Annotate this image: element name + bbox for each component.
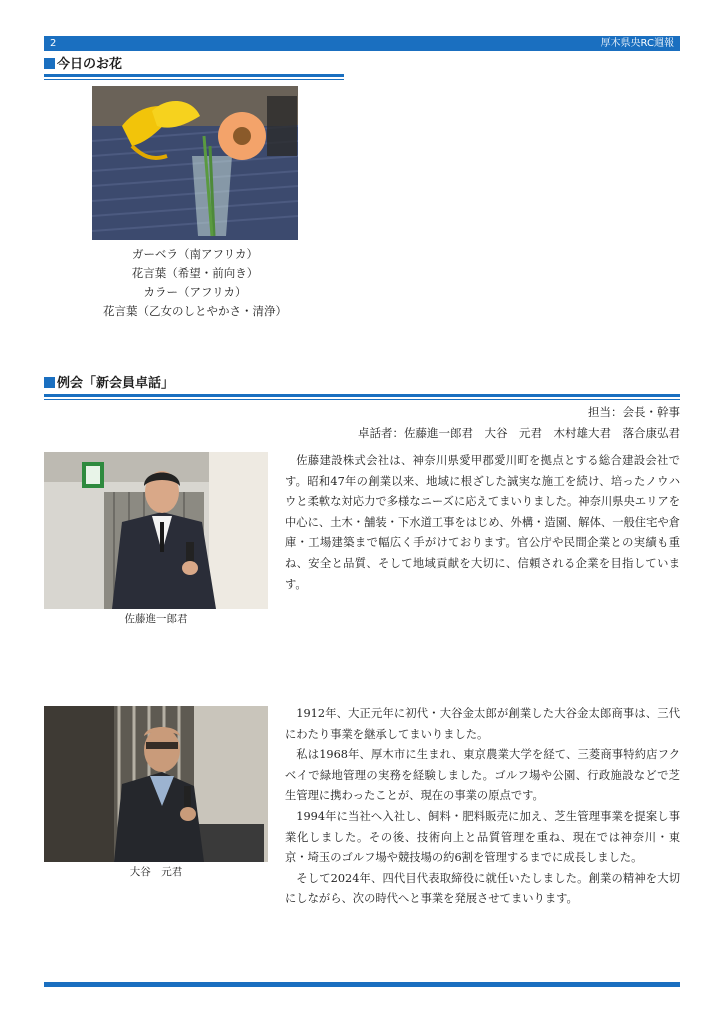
flower-photo xyxy=(92,86,298,240)
flower-caption-line: ガーベラ（南アフリカ） xyxy=(132,247,258,261)
speaker2-text-block xyxy=(285,704,680,910)
section-rule-thin xyxy=(44,399,680,400)
speaker1-text-block xyxy=(285,451,680,595)
speaker2-paragraph: そして2024年、四代目代表取締役に就任いたしました。創業の精神を大切にしながら、次の時代へと事業を発展させてまいります。 xyxy=(285,871,680,906)
speaker1-paragraph: 佐藤建設株式会社は、神奈川県愛甲郡愛川町を拠点とする総合建設会社です。昭和47年の創業以来、地域に根ざした誠実な施工を続け、培ったノウハウと柔軟な対応力で多様なニーズに応えてまいりました。神奈川県央エリアを中心に、土木・舗装・下水道工事をはじめ、外構・造園、解体、一般住宅や倉庫・工場建築まで幅広く手がけております。官公庁や民間企業との実績も重ね、安全と品質、そして地域貢献を大切に、信頼される企業を目指しています。 xyxy=(285,454,680,591)
speech-section-title xyxy=(44,376,174,392)
speaker1-photo xyxy=(44,452,268,609)
speaker2-caption: 大谷 元君 xyxy=(129,866,183,878)
flower-captions xyxy=(60,245,330,321)
speaker2-paragraph: 1912年、大正元年に初代・大谷金太郎が創業した大谷金太郎商事は、三代にわたり事業を継承してまいりました。 xyxy=(285,707,680,741)
section-rule-thin xyxy=(44,79,344,80)
flower-section-title xyxy=(44,57,122,73)
flower-caption-line: 花言葉（希望・前向き） xyxy=(131,266,259,280)
speaker1-caption: 佐藤進一郎君 xyxy=(124,613,188,625)
publication-title: 厚木県央RC週報 xyxy=(600,38,674,49)
header-bar xyxy=(44,36,680,51)
section-square-icon xyxy=(44,377,55,388)
page-number: 2 xyxy=(50,38,57,49)
flower-section-title-text: 今日のお花 xyxy=(57,57,123,72)
section-square-icon xyxy=(44,58,55,69)
speakers-list: 卓話者：佐藤進一郎君 大谷 元君 木村雄大君 落合康弘君 xyxy=(358,426,680,440)
speaker2-photo xyxy=(44,706,268,862)
section-rule xyxy=(44,394,680,397)
footer-rule xyxy=(44,982,680,987)
speaker2-paragraph: 1994年に当社へ入社し、飼料・肥料販売に加え、芝生管理事業を提案し事業化しました。その後、技術向上と品質管理を重ね、現在では神奈川・東京・埼玉のゴルフ場や競技場の約6割を管理するまでに成長しました。 xyxy=(285,809,680,865)
flower-caption-line: 花言葉（乙女のしとやかさ・清浄） xyxy=(103,304,287,318)
speaker2-paragraph: 私は1968年、厚木市に生まれ、東京農業大学を経て、三菱商事特約店フクベイで緑地管理の実務を経験しました。ゴルフ場や公園、行政施設などで芝生管理に携わったことが、現在の事業の原点です。 xyxy=(285,748,680,803)
flower-caption-line: カラー（アフリカ） xyxy=(143,285,247,299)
speech-section-title-text: 例会「新会員卓話」 xyxy=(57,376,175,391)
section-rule xyxy=(44,74,344,77)
in-charge: 担当：会長・幹事 xyxy=(588,405,680,419)
